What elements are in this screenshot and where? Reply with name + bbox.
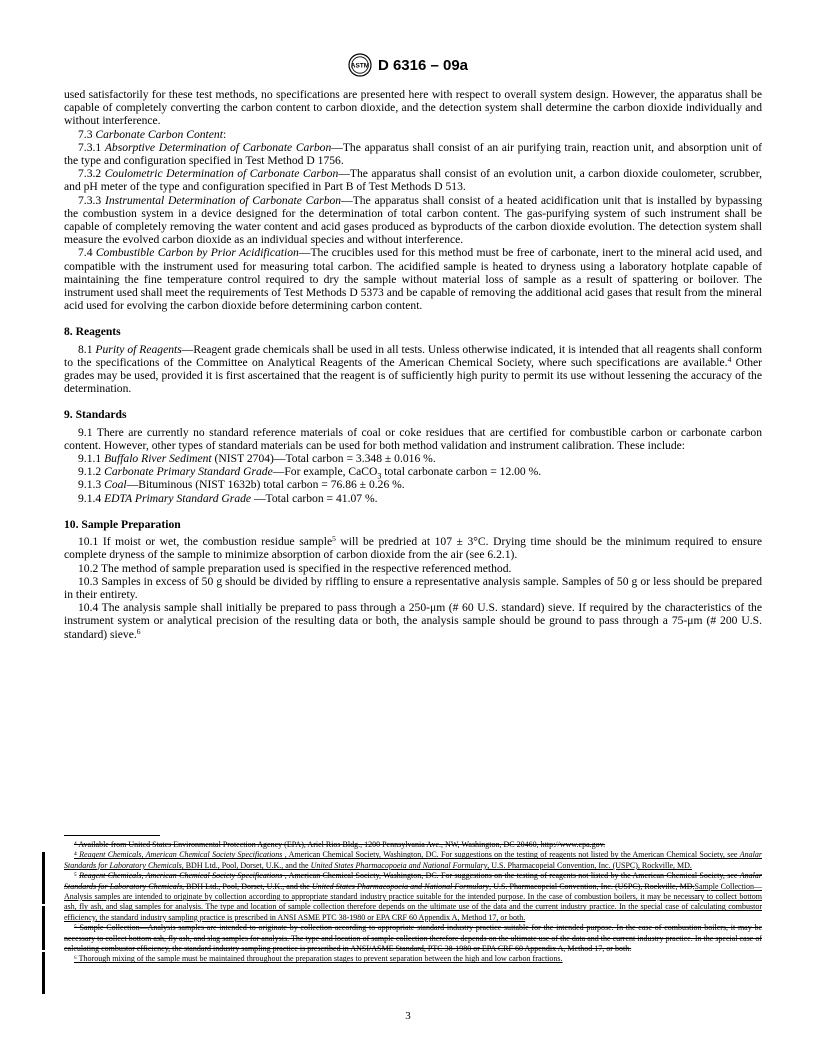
paragraph-7-3-1: 7.3.1 Absorptive Determination of Carbonate Carbon—The apparatus shall consist of an air purifying train, reaction unit, and absorption unit of the type and configuration specified in Test Method D 1756.: [64, 140, 762, 168]
paragraph-7-3: 7.3 Carbonate Carbon Content:: [78, 127, 227, 141]
footnotes: [64, 835, 762, 965]
footnote-5: ⁵ Reagent Chemicals, American Chemical Society Specifications , American Chemical Society, Washington, DC. For suggestions on the testing of reagents not listed by the American Chemical Society, see Analar Standards for Laboratory Chemicals, BDH Ltd., Pool, Dorset, U.K., and the United States Pharmacopoeia and National Formulary, U.S. Pharmacopeial Convention, Inc. (USPC), Rockville, MD.Sample Collection—Analysis samples are intended to originate by collection according to appropriate standard industry practice suitable for the intended purpose. In the case of combustion boilers, it may be necessary to collect bottom ash, fly ash, and slag samples for analysis. The type and location of sample collection therefore depends on the ultimate use of the data and the current industry practice. In the special case of calculating combustor efficiency, the standard industry sampling practice is prescribed in ANSI ASME PTC 38-1980 or EPA CRF 60 Appendix A, Method 17, or both.: [64, 871, 762, 922]
footnote-divider: [64, 835, 160, 836]
paragraph-9-1-2: 9.1.2 Carbonate Primary Standard Grade—For example, CaCO$_3$ total carbonate carbon = 12.00 %.: [78, 465, 542, 481]
paragraph-7-3-3: 7.3.3 Instrumental Determination of Carbonate Carbon—The apparatus shall consist of a heated acidification unit that is installed by bypassing the combustion system in a device designed for the determination of total carbon content. The gas-purifying system of such instrument shall be capable of completely removing the water content and acid gases produced as byproducts of the carbon dioxide evolution. The detection system shall measure the evolved carbon dioxide as an individual species and without interference.: [64, 193, 762, 247]
intro-paragraph: used satisfactorily for these test methods, no specifications are presented here with respect to overall system design. However, the apparatus shall be capable of completely converting the carbon content to carbon dioxide, and the detection system shall determine the carbon dioxide individually and without interference.: [64, 88, 762, 128]
paragraph-10-2: 10.2 The method of sample preparation used is specified in the respective referenced method.: [78, 561, 512, 575]
change-bar: [42, 852, 45, 904]
footnote-old-5-deleted: ⁵ Sample Collection—Analysis samples are intended to originate by collection according to appropriate standard industry practice suitable for the intended purpose. In the case of combustion boilers, it may be necessary to collect bottom ash, fly ash, and slag samples for analysis. The type and location of sample collection therefore depends on the ultimate use of the data and the current industry practice. In the special case of calculating combustor efficiency, the standard industry sampling practice is prescribed in ANSI/ASME Standard, PTC 38-1980 or EPA CRF 60 Appendix A, Method 17, or both.: [64, 923, 762, 954]
change-bar: [42, 906, 45, 950]
svg-text:ASTM: ASTM: [350, 62, 370, 70]
footnote-4: ⁴ Reagent Chemicals, American Chemical Society Specifications , American Chemical Society, Washington, DC. For suggestions on the testing of reagents not listed by the American Chemical Society, see Analar Standards for Laboratory Chemicals, BDH Ltd., Pool, Dorset, U.K., and the United States Pharmacopoeia and National Formulary, U.S. Pharmacopeial Convention, Inc. (USPC), Rockville, MD.: [64, 850, 762, 870]
page-header: [0, 52, 816, 78]
section-10-heading: 10. Sample Preparation: [64, 517, 181, 531]
paragraph-9-1-4: 9.1.4 EDTA Primary Standard Grade —Total carbon = 41.07 %.: [78, 491, 378, 505]
paragraph-10-1: 10.1 If moist or wet, the combustion residue sample$^5$ will be predried at 107 ± 3°C. Drying time should be the minimum required to ensure complete dryness of the sample to minimize absorption of carbon dioxide from the air (see 6.2.1).: [64, 534, 762, 562]
page-number: 3: [405, 1010, 411, 1022]
paragraph-9-1: 9.1 There are currently no standard reference materials of coal or coke residues that are certified for combustible carbon or carbonate carbon content. However, other types of standard materials can be used for both method validation and instrument calibration. These include:: [64, 425, 762, 452]
astm-logo-icon: [348, 53, 372, 77]
paragraph-8-1: 8.1 Purity of Reagents—Reagent grade chemicals shall be used in all tests. Unless otherwise indicated, it is intended that all reagents shall conform to the specifications of the Committee on Analytical Reagents of the American Chemical Society, where such specifications are available.$^4$ Other grades may be used, provided it is first ascertained that the reagent is of sufficiently high purity to permit its use without lessening the accuracy of the determination.: [64, 342, 763, 396]
paragraph-10-4: 10.4 The analysis sample shall initially be prepared to pass through a 250-μm (# 60 U.S. standard) sieve. If required by the characteristics of the instrument system or analytical precision of the resulting data or both, the analysis sample should be ground to pass through a 75-μm (# 200 U.S. standard) sieve.$^6$: [64, 601, 762, 641]
footnote-epa-deleted: ⁴ Available from United States Environmental Protection Agency (EPA), Ariel Rios Bldg., 1200 Pennsylvania Ave., NW, Washington, DC 20460, http://www.epa.gov.: [74, 840, 606, 849]
document-number: D 6316 – 09a: [377, 56, 469, 74]
footnote-ref-6: 6: [136, 626, 141, 636]
paragraph-7-4: 7.4 Combustible Carbon by Prior Acidification—The crucibles used for this method must be free of carbonate, inert to the mineral acid used, and compatible with the instrument used for measuring total carbon. The acidified sample is heated to dryness using a laboratory hotplate capable of maintaining the fine temperature control required to dry the sample without material loss of sample as a result of spattering or boilover. The instrument used shall meet the requirements of Test Methods D 5373 and be capable of removing the additional acid gases that result from the mineral acid used for evolving the carbon dioxide before determining carbon content.: [64, 246, 763, 313]
paragraph-9-1-3: 9.1.3 Coal—Bituminous (NIST 1632b) total carbon = 76.86 ± 0.26 %.: [78, 478, 405, 492]
paragraph-9-1-1: 9.1.1 Buffalo River Sediment (NIST 2704)—Total carbon = 3.348 ± 0.016 %.: [78, 452, 436, 466]
main-content: [64, 88, 762, 641]
paragraph-7-3-2: 7.3.2 Coulometric Determination of Carbonate Carbon—The apparatus shall consist of an evolution unit, a carbon dioxide coulometer, scrubber, and pH meter of the type and configuration specified in Part B of Test Methods D 513.: [64, 167, 763, 194]
change-bar: [42, 952, 45, 994]
footnote-6: ⁶ Thorough mixing of the sample must be maintained throughout the preparation stages to prevent separation between the high and low carbon fractions.: [74, 954, 563, 964]
footnote-area: [64, 840, 762, 965]
footnote-ref-5: 5: [332, 534, 336, 544]
section-9-heading: 9. Standards: [64, 408, 127, 422]
paragraph-10-3: 10.3 Samples in excess of 50 g should be divided by riffling to ensure a representative analysis sample. Samples of 50 g or less should be prepared in their entirety.: [64, 574, 762, 601]
section-8-heading: 8. Reagents: [64, 325, 121, 339]
footnote-ref-4: 4: [727, 354, 732, 364]
